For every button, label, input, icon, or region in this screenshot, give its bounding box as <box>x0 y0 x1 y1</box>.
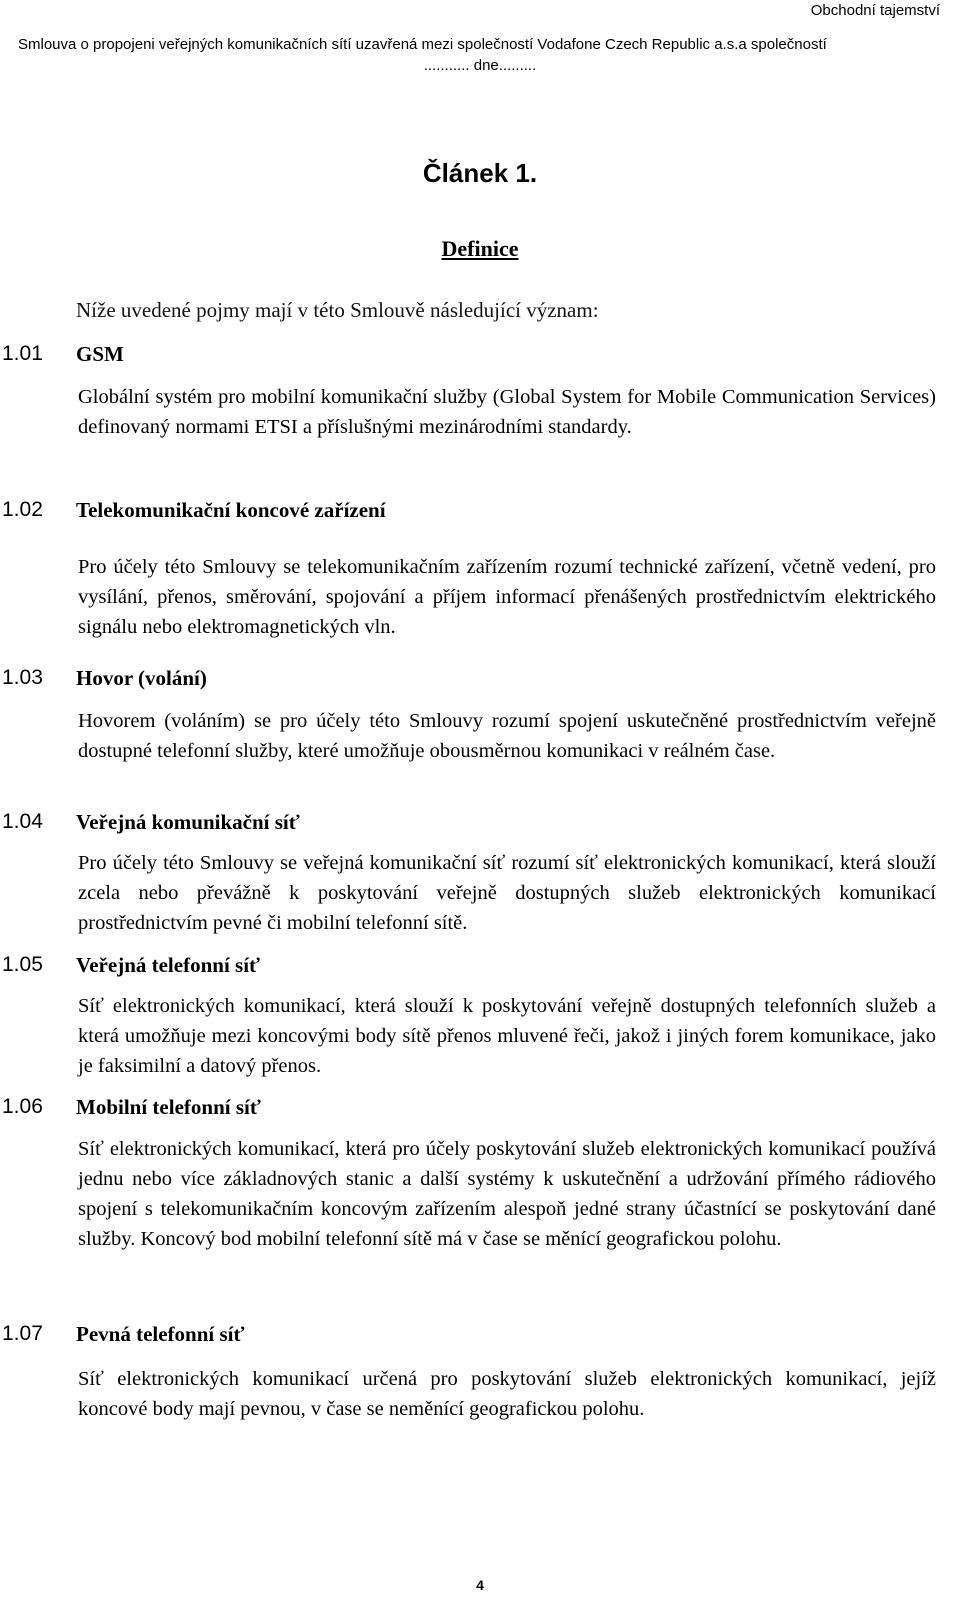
definition-text: Globální systém pro mobilní komunikační služby (Global System for Mobile Communication Services) definovaný normami ETSI a příslušnými mezinárodními standardy. <box>78 386 936 438</box>
header-contract-title: Smlouva o propojeni veřejných komunikačních sítí uzavřená mezi společností Vodafone Czech Republic a.s.a společností <box>18 36 827 53</box>
definition-number: 1.03 <box>2 666 43 689</box>
definition-term: Hovor (volání) <box>76 666 207 690</box>
definition-number: 1.01 <box>2 342 43 365</box>
article-title: Článek 1. <box>422 158 538 188</box>
definition-number: 1.06 <box>2 1095 43 1118</box>
definition-term: Telekomunikační koncové zařízení <box>76 498 386 522</box>
definition-number: 1.05 <box>2 953 43 976</box>
definition-text: Pro účely této Smlouvy se telekomunikačním zařízením rozumí technické zařízení, včetně vedení, pro vysílání, přenos, směrování, spojování a příjem informací přenášených prostřednictvím elektrického signálu nebo elektromagnetických vln. <box>78 556 936 638</box>
page-number: 4 <box>476 1577 484 1593</box>
article-intro: Níže uvedené pojmy mají v této Smlouvě následující význam: <box>76 298 599 322</box>
definition-term: Mobilní telefonní síť <box>76 1095 261 1119</box>
definition-number: 1.02 <box>2 498 43 521</box>
definition-term: Pevná telefonní síť <box>76 1322 245 1346</box>
definition-text: Pro účely této Smlouvy se veřejná komunikační síť rozumí síť elektronických komunikací, která slouží zcela nebo převážně k poskytování veřejně dostupných služeb elektronických komunikací prostřednictvím pevné či mobilní telefonní sítě. <box>78 852 936 934</box>
definition-text: Hovorem (voláním) se pro účely této Smlouvy rozumí spojení uskutečněné prostřednictvím veřejně dostupné telefonní služby, které umožňuje obousměrnou komunikaci v reálném čase. <box>78 710 936 762</box>
definition-text: Síť elektronických komunikací, která slouží k poskytování veřejně dostupných telefonních služeb a která umožňuje mezi koncovými body sítě přenos mluvené řeči, jakož i jiných forem komunikace, jako je faksimilní a datový přenos. <box>78 995 936 1077</box>
definition-number: 1.04 <box>2 810 43 833</box>
definition-number: 1.07 <box>2 1322 43 1345</box>
article-subtitle: Definice <box>441 236 519 261</box>
definition-term: Veřejná komunikační síť <box>76 810 300 834</box>
definition-text: Síť elektronických komunikací, která pro účely poskytování služeb elektronických komunikací používá jednu nebo více základnových stanic a další systémy k uskutečnění a udržování přímého rádiového spojení s telekomunikačním koncovým zařízením alespoň jedné strany účastnící se poskytování dané služby. Koncový bod mobilní telefonní sítě má v čase se měnící geografickou polohu. <box>78 1138 936 1250</box>
definition-term: Veřejná telefonní síť <box>76 953 260 977</box>
header-contract-date: ........... dne......... <box>423 57 537 74</box>
definition-text: Síť elektronických komunikací určená pro poskytování služeb elektronických komunikací, jejíž koncové body mají pevnou, v čase se neměnící geografickou polohu. <box>78 1368 936 1420</box>
header-confidential: Obchodní tajemství <box>810 2 940 19</box>
definition-term: GSM <box>76 342 124 366</box>
